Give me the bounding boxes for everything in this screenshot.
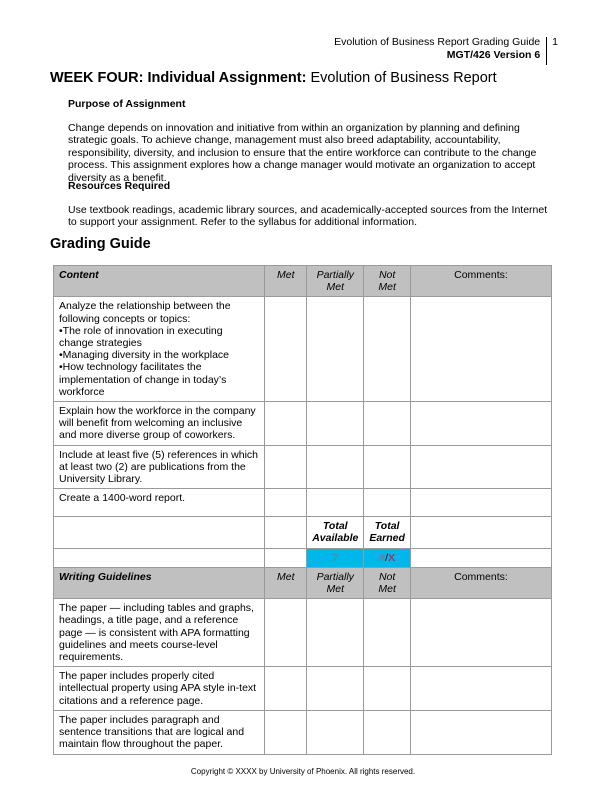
totals-label-row <box>54 517 552 548</box>
writing-criterion: The paper includes paragraph and sentence transitions that are logical and maintain flow throughout the paper. <box>54 710 265 754</box>
purpose-text: Change depends on innovation and initiative from within an organization by planning and defining strategic goals. To achieve change, management must also breed adaptability, accountability, responsibility, diversity, and inclusion to ensure that the entire workforce can contribute to the change process. This assignment explores how a change manager would motivate an organization to accept diversity as a benefit. <box>68 121 537 184</box>
comments-cell[interactable] <box>410 667 551 711</box>
content-header-label: Content <box>54 266 265 297</box>
total-available-label: Total Available <box>307 517 364 548</box>
writing-header-comments: Comments: <box>410 567 551 598</box>
empty-cell <box>410 517 551 548</box>
total-earned-value[interactable] <box>364 548 411 567</box>
not-met-cell[interactable] <box>364 599 411 667</box>
assignment-title <box>50 70 497 86</box>
totals-value-row <box>54 548 552 567</box>
writing-header-partially-met: Partially Met <box>307 567 364 598</box>
header-title: Evolution of Business Report Grading Guide <box>334 36 541 48</box>
content-criterion: Explain how the workforce in the company will benefit from welcoming an inclusive and more diverse group of coworkers. <box>54 402 265 446</box>
grading-guide-title: Grading Guide <box>50 236 151 252</box>
writing-header-row <box>54 567 552 598</box>
comments-cell[interactable] <box>410 710 551 754</box>
partially-met-cell[interactable] <box>307 710 364 754</box>
earned-hash: # <box>379 551 386 564</box>
partially-met-cell[interactable] <box>307 489 364 517</box>
content-row <box>54 445 552 489</box>
not-met-cell[interactable] <box>364 489 411 517</box>
criterion-line: •How technology facilitates the implementation of change in today’s workforce <box>59 361 227 398</box>
writing-row <box>54 599 552 667</box>
writing-row <box>54 710 552 754</box>
empty-cell <box>265 517 307 548</box>
purpose-section <box>68 98 548 184</box>
writing-criterion: The paper — including tables and graphs, headings, a title page, and a reference page — is consistent with APA formatting guidelines and meets course-level requirements. <box>54 599 265 667</box>
copyright-footer: Copyright © XXXX by University of Phoenix. All rights reserved. <box>190 767 416 776</box>
earned-slash: / <box>385 551 388 564</box>
content-row <box>54 489 552 517</box>
met-cell[interactable] <box>265 489 307 517</box>
not-met-cell[interactable] <box>364 710 411 754</box>
total-earned-label: Total Earned <box>364 517 411 548</box>
met-cell[interactable] <box>265 402 307 446</box>
empty-cell <box>54 517 265 548</box>
content-criterion: Include at least five (5) references in which at least two (2) are publications from the University Library. <box>54 445 265 489</box>
comments-cell[interactable] <box>410 489 551 517</box>
writing-header-label: Writing Guidelines <box>54 567 265 598</box>
comments-cell[interactable] <box>410 599 551 667</box>
resources-section <box>68 180 548 229</box>
content-header-not-met: Not Met <box>364 266 411 297</box>
empty-cell <box>410 548 551 567</box>
content-criterion: Create a 1400-word report. <box>54 489 265 517</box>
criterion-line: Analyze the relationship between the following concepts or topics: <box>59 300 231 325</box>
assignment-week-label: WEEK FOUR: Individual Assignment: <box>50 70 307 86</box>
partially-met-cell[interactable] <box>307 297 364 402</box>
partially-met-cell[interactable] <box>307 667 364 711</box>
partially-met-cell[interactable] <box>307 599 364 667</box>
met-cell[interactable] <box>265 297 307 402</box>
earned-x: X <box>387 551 395 564</box>
met-cell[interactable] <box>265 710 307 754</box>
total-available-number: 7 <box>332 551 339 564</box>
page-number: 1 <box>552 36 558 48</box>
content-header-comments: Comments: <box>410 266 551 297</box>
empty-cell <box>265 548 307 567</box>
comments-cell[interactable] <box>410 402 551 446</box>
grading-table <box>53 265 552 755</box>
not-met-cell[interactable] <box>364 297 411 402</box>
content-row <box>54 402 552 446</box>
content-header-met: Met <box>265 266 307 297</box>
met-cell[interactable] <box>265 445 307 489</box>
partially-met-cell[interactable] <box>307 402 364 446</box>
not-met-cell[interactable] <box>364 445 411 489</box>
resources-text: Use textbook readings, academic library sources, and academically-accepted sources from the Internet to support your assignment. Refer to the syllabus for additional information. <box>68 203 548 228</box>
resources-heading: Resources Required <box>68 180 171 192</box>
met-cell[interactable] <box>265 599 307 667</box>
empty-cell <box>54 548 265 567</box>
header-text <box>334 36 546 62</box>
content-header-partially-met: Partially Met <box>307 266 364 297</box>
criterion-line: •The role of innovation in executing change strategies <box>59 324 223 350</box>
not-met-cell[interactable] <box>364 667 411 711</box>
content-row <box>54 297 552 402</box>
purpose-heading: Purpose of Assignment <box>68 98 186 110</box>
writing-criterion: The paper includes properly cited intellectual property using APA style in-text citations and a reference page. <box>54 667 265 711</box>
header-course: MGT/426 Version 6 <box>446 49 541 61</box>
content-header-row <box>54 266 552 297</box>
comments-cell[interactable] <box>410 297 551 402</box>
not-met-cell[interactable] <box>364 402 411 446</box>
comments-cell[interactable] <box>410 445 551 489</box>
assignment-name: Evolution of Business Report <box>310 70 497 86</box>
criterion-line: •Managing diversity in the workplace <box>59 349 230 362</box>
partially-met-cell[interactable] <box>307 445 364 489</box>
met-cell[interactable] <box>265 667 307 711</box>
writing-row <box>54 667 552 711</box>
writing-header-met: Met <box>265 567 307 598</box>
page-header <box>334 36 558 70</box>
content-criterion <box>54 297 265 402</box>
total-available-value <box>307 548 364 567</box>
writing-header-not-met: Not Met <box>364 567 411 598</box>
